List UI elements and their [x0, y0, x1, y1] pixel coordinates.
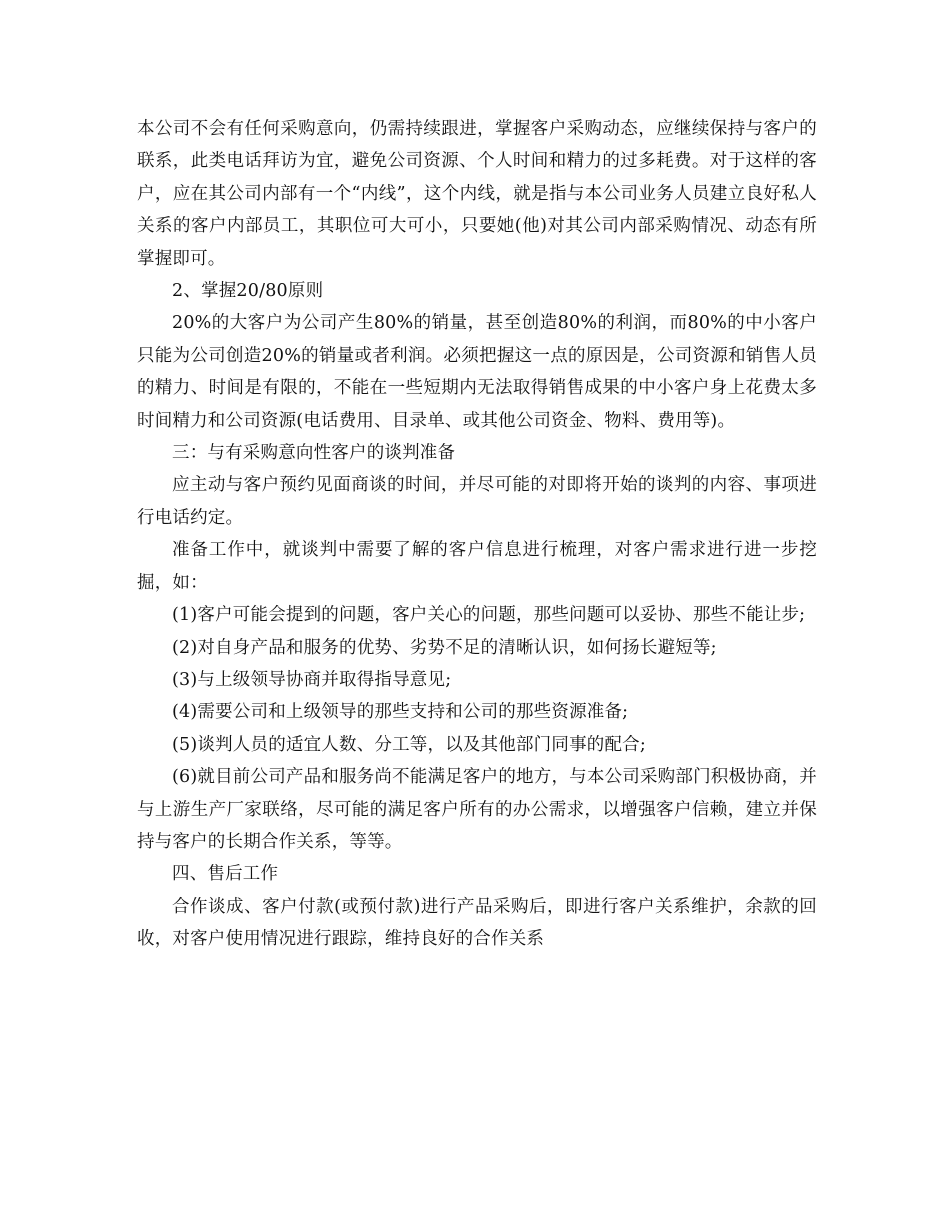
section-heading-after-sales: 四、售后工作	[172, 864, 279, 885]
paragraph-after-sales: 合作谈成、客户付款(或预付款)进行产品采购后，即进行客户关系维护，余款的回收，对客户使用情况进行跟踪，维持良好的合作关系	[137, 896, 817, 950]
section-heading-negotiation-prep: 三：与有采购意向性客户的谈判准备	[172, 443, 456, 464]
list-item-4: (4)需要公司和上级领导的那些支持和公司的那些资源准备;	[172, 702, 629, 723]
paragraph-20-80-explanation: 20%的大客户为公司产生80%的销量，甚至创造80%的利润，而80%的中小客户只能为公司创造20%的销量或者利润。必须把握这一点的原因是，公司资源和销售人员的精力、时间是有限的，不能在一些短期内无法取得销售成果的中小客户身上花费太多时间精力和公司资源(电话费用、目录单、或其他公司资金、物料、费用等)。	[137, 313, 817, 431]
list-item-3: (3)与上级领导协商并取得指导意见;	[172, 669, 452, 690]
document-body	[137, 113, 817, 956]
section-heading-20-80-rule: 2、掌握20/80原则	[172, 281, 324, 302]
list-item-5: (5)谈判人员的适宜人数、分工等，以及其他部门同事的配合;	[172, 734, 646, 755]
paragraph-followup-intro: 本公司不会有任何采购意向，仍需持续跟进，掌握客户采购动态，应继续保持与客户的联系，此类电话拜访为宜，避免公司资源、个人时间和精力的过多耗费。对于这样的客户，应在其公司内部有一个“内线”，这个内线，就是指与本公司业务人员建立良好私人关系的客户内部员工，其职位可大可小，只要她(他)对其公司内部采购情况、动态有所掌握即可。	[137, 119, 817, 269]
list-item-1: (1)客户可能会提到的问题，客户关心的问题，那些问题可以妥协、那些不能让步;	[172, 605, 806, 626]
paragraph-preparation: 准备工作中，就谈判中需要了解的客户信息进行梳理，对客户需求进行进一步挖掘，如：	[137, 540, 817, 593]
list-item-6: (6)就目前公司产品和服务尚不能满足客户的地方，与本公司采购部门积极协商，并与上游生产厂家联络，尽可能的满足客户所有的办公需求，以增强客户信赖，建立并保持与客户的长期合作关系，等等。	[137, 767, 817, 852]
paragraph-appointment: 应主动与客户预约见面商谈的时间，并尽可能的对即将开始的谈判的内容、事项进行电话约定。	[137, 475, 817, 528]
list-item-2: (2)对自身产品和服务的优势、劣势不足的清晰认识，如何扬长避短等;	[172, 637, 717, 658]
